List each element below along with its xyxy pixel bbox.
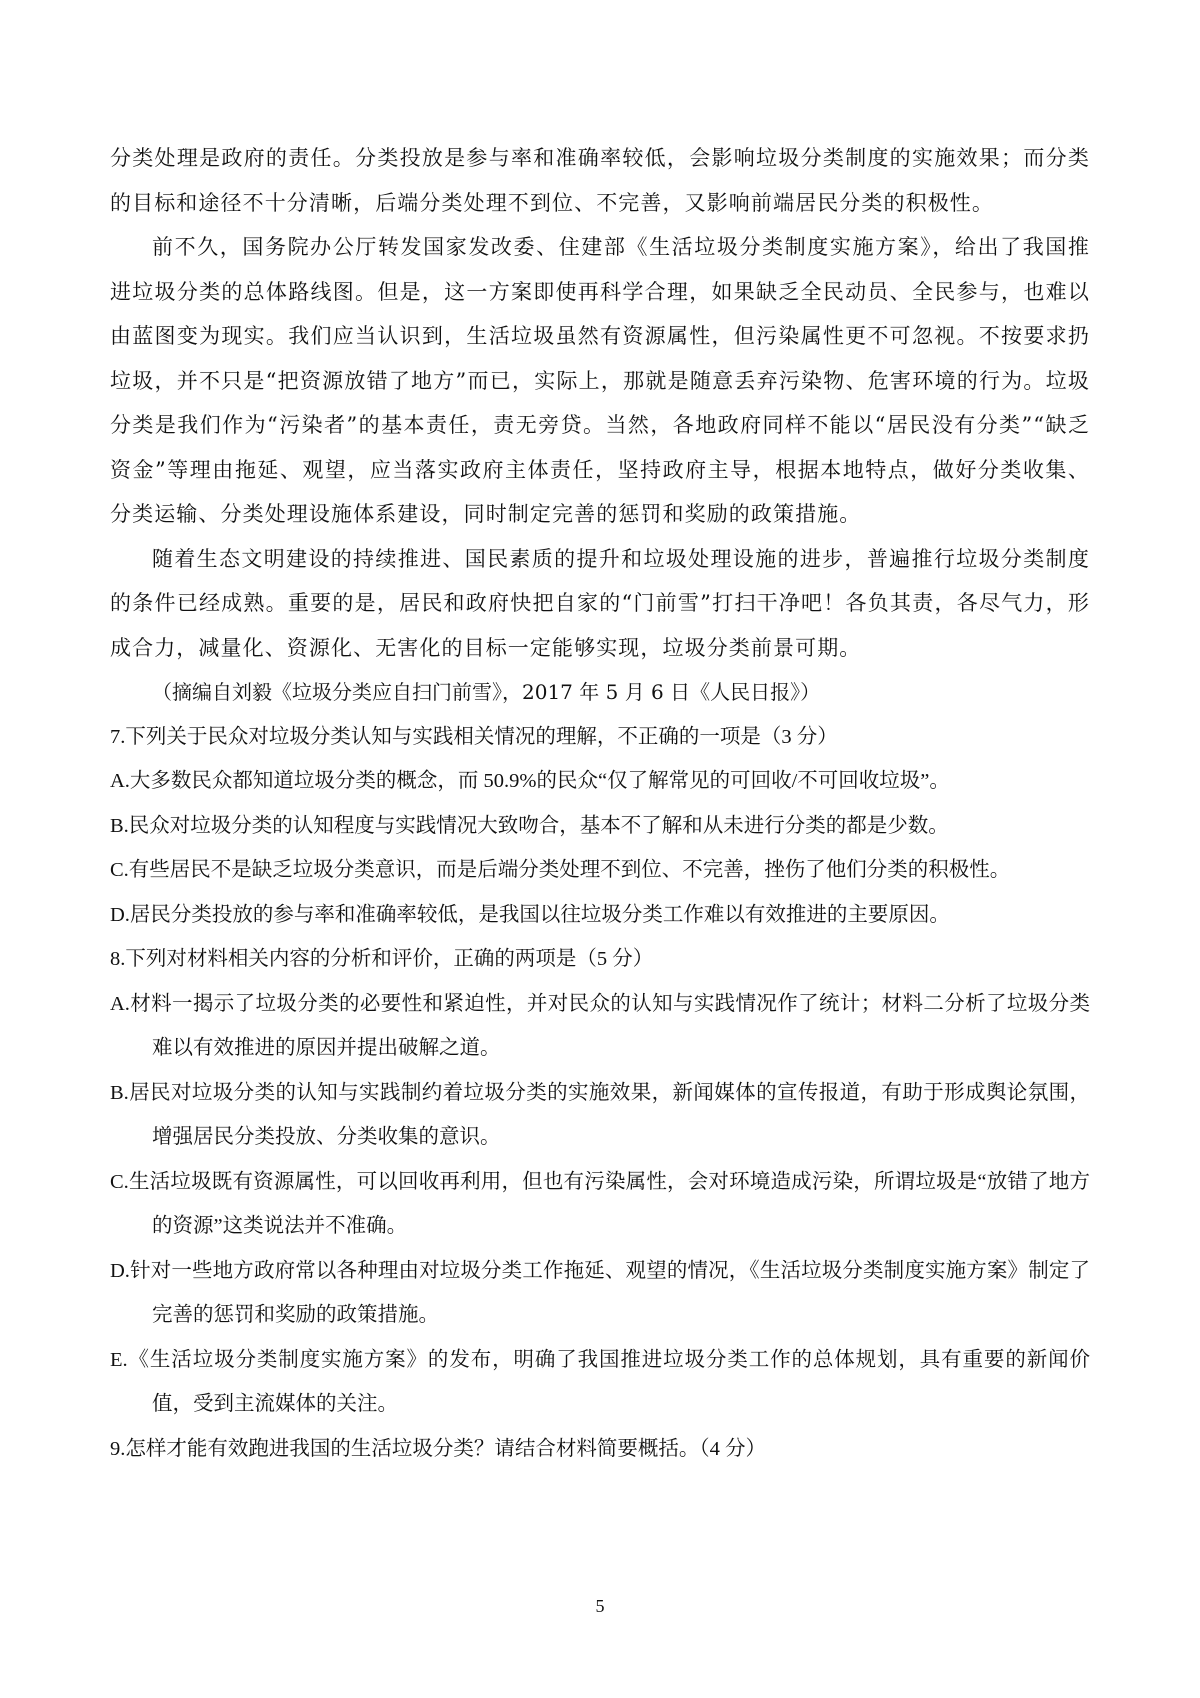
question-7-option-b: B.民众对垃圾分类的认知程度与实践情况大致吻合，基本不了解和从未进行分类的都是少数。 — [110, 814, 949, 837]
question-8-option-b: B.居民对垃圾分类的认知与实践制约着垃圾分类的实施效果，新闻媒体的宣传报道，有助于形成舆论氛围，增强居民分类投放、分类收集的意识。 — [110, 1081, 1090, 1148]
passage-paragraph-3: 随着生态文明建设的持续推进、国民素质的提升和垃圾处理设施的进步，普遍推行垃圾分类制度的条件已经成熟。重要的是，居民和政府快把自家的“门前雪”打扫干净吧！各负其责，各尽气力，形成合力，减量化、资源化、无害化的目标一定能够实现，垃圾分类前景可期。 — [110, 546, 1090, 660]
passage-paragraph-2: 前不久，国务院办公厅转发国家发改委、住建部《生活垃圾分类制度实施方案》，给出了我国推进垃圾分类的总体路线图。但是，这一方案即使再科学合理，如果缺乏全民动员、全民参与，也难以由蓝图变为现实。我们应当认识到，生活垃圾虽然有资源属性，但污染属性更不可忽视。不按要求扔垃圾，并不只是“把资源放错了地方”而已，实际上，那就是随意丢弃污染物、危害环境的行为。垃圾分类是我们作为“污染者”的基本责任，责无旁贷。当然，各地政府同样不能以“居民没有分类”“缺乏资金”等理由拖延、观望，应当落实政府主体责任，坚持政府主导，根据本地特点，做好分类收集、分类运输、分类处理设施体系建设，同时制定完善的惩罚和奖励的政策措施。 — [110, 235, 1090, 526]
question-8-option-e: E.《生活垃圾分类制度实施方案》的发布，明确了我国推进垃圾分类工作的总体规划，具有重要的新闻价值，受到主流媒体的关注。 — [110, 1348, 1090, 1415]
question-7-option-c: C.有些居民不是缺乏垃圾分类意识，而是后端分类处理不到位、不完善，挫伤了他们分类的积极性。 — [110, 859, 1011, 881]
passage-source-citation: （摘编自刘毅《垃圾分类应自扫门前雪》，2017 年 5 月 6 日《人民日报》） — [152, 680, 821, 704]
question-8-option-d: D.针对一些地方政府常以各种理由对垃圾分类工作拖延、观望的情况，《生活垃圾分类制度实施方案》制定了完善的惩罚和奖励的政策措施。 — [110, 1259, 1090, 1326]
question-7-option-d: D.居民分类投放的参与率和准确率较低，是我国以往垃圾分类工作难以有效推进的主要原因。 — [110, 903, 950, 926]
question-8-stem: 8.下列对材料相关内容的分析和评价，正确的两项是（5 分） — [110, 948, 654, 970]
question-8-option-c: C.生活垃圾既有资源属性，可以回收再利用，但也有污染属性，会对环境造成污染，所谓垃圾是“放错了地方的资源”这类说法并不准确。 — [110, 1170, 1090, 1237]
question-7-option-a: A.大多数民众都知道垃圾分类的概念，而 50.9%的民众“仅了解常见的可回收/不可回收垃圾”。 — [110, 770, 950, 792]
question-9-stem: 9.怎样才能有效跑进我国的生活垃圾分类？请结合材料简要概括。（4 分） — [110, 1437, 766, 1460]
passage-paragraph-1: 分类处理是政府的责任。分类投放是参与率和准确率较低，会影响垃圾分类制度的实施效果；而分类的目标和途径不十分清晰，后端分类处理不到位、不完善，又影响前端居民分类的积极性。 — [110, 146, 1090, 215]
question-8-option-a: A.材料一揭示了垃圾分类的必要性和紧迫性，并对民众的认知与实践情况作了统计；材料二分析了垃圾分类难以有效推进的原因并提出破解之道。 — [110, 992, 1090, 1059]
question-7-stem: 7.下列关于民众对垃圾分类认知与实践相关情况的理解，不正确的一项是（3 分） — [110, 725, 838, 748]
document-page — [110, 136, 1090, 1471]
page-number: 5 — [595, 1596, 605, 1616]
